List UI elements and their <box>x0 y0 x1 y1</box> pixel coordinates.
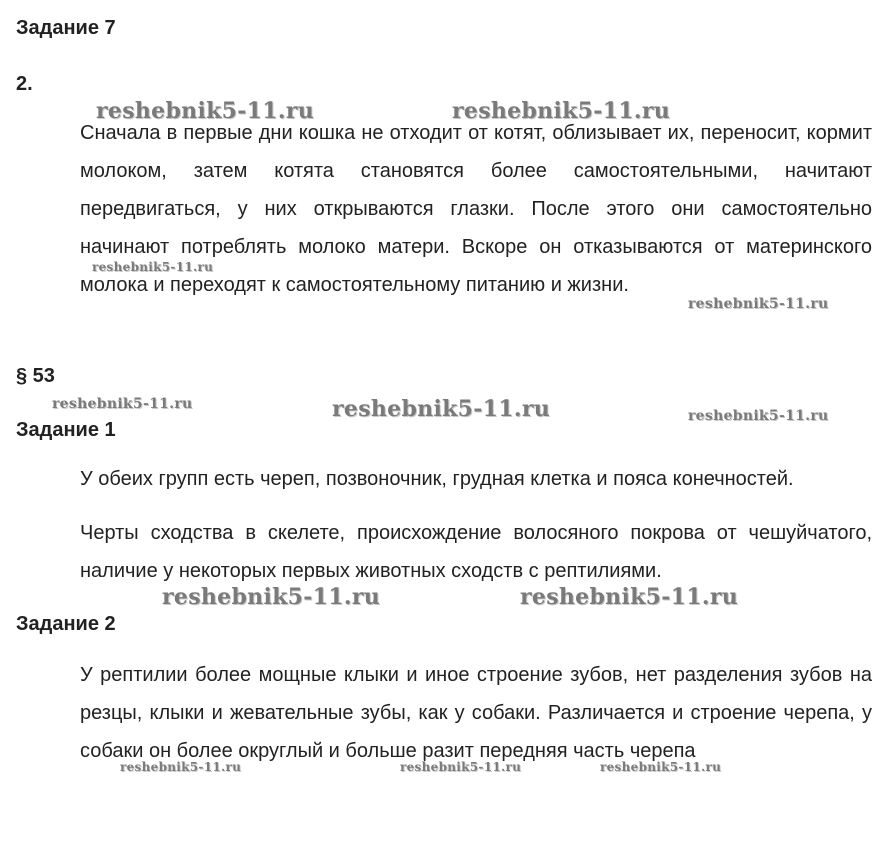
watermark: reshebnik5-11.ru <box>400 760 522 774</box>
watermark: reshebnik5-11.ru <box>600 760 722 774</box>
watermark: reshebnik5-11.ru <box>688 408 829 424</box>
heading-task-2: Задание 2 <box>16 613 116 635</box>
paragraph-task-7-answer: Сначала в первые дни кошка не отходит от котят, облизывает их, переносит, кормит молоком, затем котята становятся более самостоятельными, начитают передвигаться, у них открываются глазки. После этого они самостоятельно начинают потреблять молоко матери. Вскоре он отказываются от материнского молока и переходят к самостоятельному питанию и жизни. <box>80 122 872 296</box>
watermark: reshebnik5-11.ru <box>120 760 242 774</box>
watermark: reshebnik5-11.ru <box>520 584 739 610</box>
watermark: reshebnik5-11.ru <box>332 396 551 422</box>
paragraph-task-2-answer: У рептилии более мощные клыки и иное строение зубов, нет разделения зубов на резцы, клыки и жевательные зубы, как у собаки. Различается и строение черепа, у собаки он более округлый и больше разит передняя часть черепа <box>80 664 872 762</box>
watermark: reshebnik5-11.ru <box>92 260 214 274</box>
heading-item-2: 2. <box>16 73 33 95</box>
watermark: reshebnik5-11.ru <box>96 98 315 124</box>
watermark: reshebnik5-11.ru <box>162 584 381 610</box>
paragraph-task-1-answer-b: Черты сходства в скелете, происхождение волосяного покрова от чешуйчатого, наличие у некоторых первых животных сходств с рептилиями. <box>80 522 872 582</box>
heading-section-53: § 53 <box>16 365 55 387</box>
paragraph-task-1-answer-a: У обеих групп есть череп, позвоночник, грудная клетка и пояса конечностей. <box>80 468 794 490</box>
heading-task-7: Задание 7 <box>16 17 116 39</box>
watermark: reshebnik5-11.ru <box>52 396 193 412</box>
watermark: reshebnik5-11.ru <box>688 296 829 312</box>
heading-task-1: Задание 1 <box>16 419 116 441</box>
watermark: reshebnik5-11.ru <box>452 98 671 124</box>
